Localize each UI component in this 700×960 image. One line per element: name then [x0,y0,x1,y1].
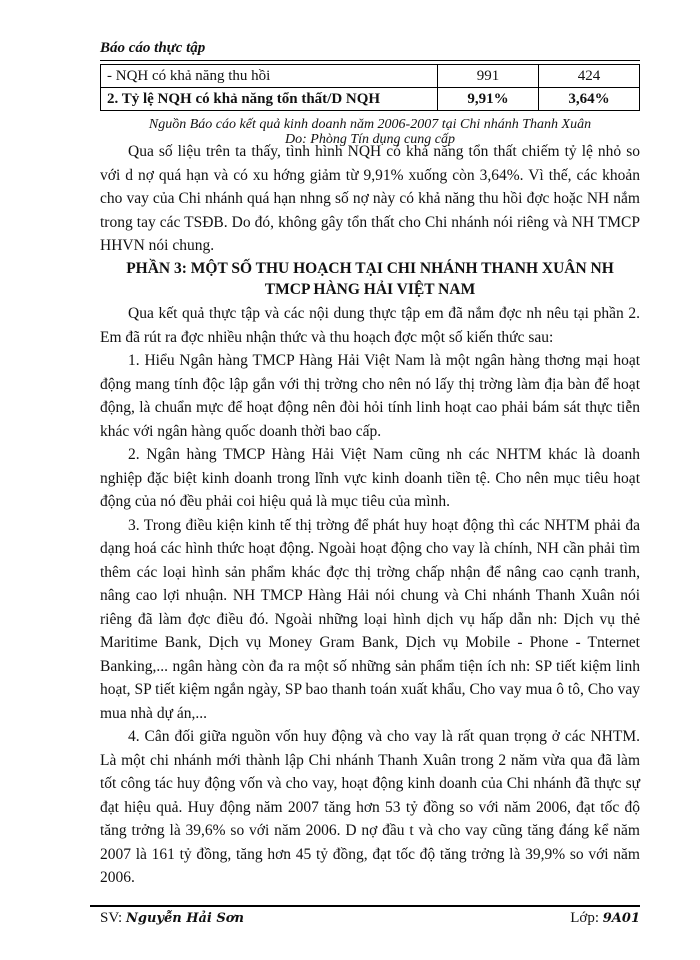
row-label: 2. Tỷ lệ NQH có khả năng tổn thất/D NQH [101,88,438,111]
findings-section [100,302,640,890]
paragraph-analysis: Qua số liệu trên ta thấy, tình hình NQH có khả năng tổn thất chiếm tỷ lệ nhỏ so với d nợ quá hạn và có xu hớng giảm từ 9,91% xuống còn 3,64%. Vì thế, các khoản cho vay của Chi nhánh quá hạn nhng số nợ này có khả năng thu hồi đợc hoặc NH nắm trong tay các TSĐB. Do đó, không gây tổn thất cho Chi nhánh nói riêng và NH TMCP HHVN nói chung. [100,143,640,254]
class-value: 9A01 [602,911,640,926]
page-footer [100,910,640,927]
footer-divider [90,905,640,907]
student-info [100,910,244,927]
value-2006: 9,91% [438,88,539,111]
analysis-section [100,140,640,258]
report-header: Báo cáo thực tập [100,40,640,61]
value-2007: 3,64% [539,88,640,111]
value-2007: 424 [539,65,640,88]
paragraph-point-1: 1. Hiểu Ngân hàng TMCP Hàng Hải Việt Nam là một ngân hàng thơng mại hoạt động mang tính độc lập gắn với thị trờng cho nên nó lấy thị trờng làm địa bàn để hoạt động, là chuẩn mực để hoạt động nên đòi hỏi tính linh hoạt cao phải bám sát thực tiễn khác với ngân hàng quốc doanh thời bao cấp. [100,352,640,440]
row-label: - NQH có khả năng thu hồi [101,65,438,88]
paragraph-point-4: 4. Cân đối giữa nguồn vốn huy động và cho vay là rất quan trọng ở các NHTM. Là một chi nhánh mới thành lập Chi nhánh Thanh Xuân trong 2 năm vừa qua đã làm tốt công tác huy động vốn và cho vay, hoạt động kinh doanh của Chi nhánh đã thực sự đạt hiệu quả. Huy động năm 2007 tăng hơn 53 tỷ đồng so với năm 2006, đạt tốc độ tăng trởng là 39,6% so với năm 2006. D nợ đầu t và cho vay cũng tăng đáng kể năm 2007 là 161 tỷ đồng, tăng hơn 45 tỷ đồng, đạt tốc độ tăng trởng là 39,9% so với năm 2006. [100,728,640,886]
class-info [570,910,640,927]
source-line-1: Nguồn Báo cáo kết quả kinh doanh năm 2006-2007 tại Chi nhánh Thanh Xuân [148,117,592,132]
paragraph-point-3: 3. Trong điều kiện kinh tế thị trờng để phát huy hoạt động thì các NHTM phải đa dạng hoá các hình thức hoạt động. Ngoài hoạt động cho vay là chính, NH cần phải tìm thêm các loại hình sản phẩm khác đợc thị trờng chấp nhận để nâng cao cạnh tranh, nâng cao lợi nhuận. NH TMCP Hàng Hải nói chung và Chi nhánh Thanh Xuân nói riêng đã làm đợc điều đó. Ngoài những loại hình dịch vụ hấp dẫn nh: Dịch vụ thẻ Maritime Bank, Dịch vụ Money Gram Bank, Dịch vụ Mobile - Phone - Tnternet Banking,... ngân hàng còn đa ra một số những sản phẩm tiện ích nh: SP tiết kiệm linh hoạt, SP tiết kiệm ngắn ngày, SP bao thanh toán xuất khẩu, Cho vay mua ô tô, Cho vay mua nhà dự án,... [100,516,640,722]
paragraph-point-2: 2. Ngân hàng TMCP Hàng Hải Việt Nam cũng nh các NHTM khác là doanh nghiệp đặc biệt kinh doanh trong lĩnh vực kinh doanh tiền tệ. Cho nên mục tiêu hoạt động của nó đều phải coi hiệu quả là mục tiêu của mình. [100,446,640,510]
student-name: Nguyễn Hải Sơn [125,911,244,926]
table-row [101,65,640,88]
heading-line-1: PHẦN 3: MỘT SỐ THU HOẠCH TẠI CHI NHÁNH THANH XUÂN NH [126,260,614,277]
source-line-2: Do: Phòng Tín dụng cung cấp [285,132,455,147]
paragraph-intro: Qua kết quả thực tập và các nội dung thực tập em đã nắm đợc nh nêu tại phần 2. Em đã rút ra đợc nhiều nhận thức và thu hoạch đợc một số kiến thức sau: [100,305,640,346]
heading-line-2: TMCP HÀNG HẢI VIỆT NAM [264,281,476,298]
value-2006: 991 [438,65,539,88]
table-row [101,88,640,111]
student-label: SV: [100,910,123,926]
class-label: Lớp: [570,910,600,926]
bad-debt-table [100,64,640,111]
section-heading [100,258,640,300]
